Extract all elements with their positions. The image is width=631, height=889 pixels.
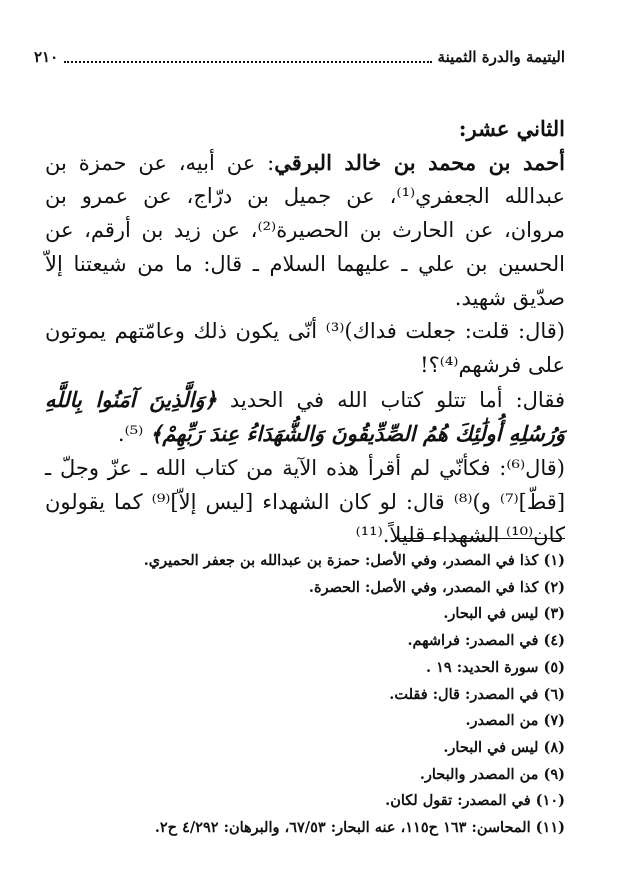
hadith-paragraph-2: (قال: قلت: جعلت فداك)⁽³⁾ أنّى يكون ذلك وعامّتهم يموتون على فرشهم⁽⁴⁾؟! <box>45 319 565 377</box>
running-head-leader-dots <box>64 51 431 63</box>
narrator-name: أحمد بن محمد بن خالد البرقي <box>274 149 565 175</box>
footnote: (٦) في المصدر: قال: فقلت. <box>389 685 565 703</box>
hadith-paragraph-4: (قال⁽⁶⁾: فكأنّي لم أقرأ هذه الآية من كتاب الله ـ عزّ وجلّ ـ [قطّ]⁽⁷⁾ و)⁽⁸⁾ قال: لو كان الشهداء [ليس إلاّ]⁽⁹⁾ كما يقولون كان⁽¹⁰⁾ الشهداء قليلاً.⁽¹¹⁾ <box>45 456 566 548</box>
verse-footnote-ref: ⁽⁵⁾. <box>117 422 151 447</box>
footnote: (١٠) في المصدر: تقول لكان. <box>385 792 565 810</box>
running-head <box>34 44 565 70</box>
page-number: ٢١٠ <box>34 48 59 66</box>
question-text: فقال: أما تتلو كتاب الله في الحديد <box>216 387 565 412</box>
footnote: (٢) كذا في المصدر، وفي الأصل: الحصرة. <box>308 578 565 596</box>
footnote: (٨) ليس في البحار. <box>443 738 565 756</box>
footnote: (٧) من المصدر. <box>465 712 565 730</box>
section-heading: الثاني عشر: <box>458 116 565 141</box>
main-text <box>45 112 565 553</box>
footnote: (٥) سورة الحديد: ١٩ . <box>425 658 565 676</box>
quran-verse: ﴿وَالَّذِينَ آمَنُوا بِاللَّهِ وَرُسُلِهِ أُولَٰئِكَ هُمُ الصِّدِّيقُونَ وَالشُّهَدَاءُ عِندَ رَبِّهِمْ﴾ <box>45 386 565 447</box>
footnote: (١١) المحاسن: ١٦٣ ح١١٥، عنه البحار: ٦٧/٥٣، والبرهان: ٤/٢٩٢ ح٢. <box>154 819 565 837</box>
hadith-paragraph-1 <box>45 146 565 316</box>
footnote: (٣) ليس في البحار. <box>443 605 565 623</box>
footnote: (٩) من المصدر والبحار. <box>419 765 565 783</box>
running-head-title: اليتيمة والدرة الثمينة <box>437 48 565 66</box>
isnad-and-text: : عن أبيه، عن حمزة بن عبدالله الجعفري⁽¹⁾، عن جميل بن درّاج، عن عمرو بن مروان، عن الحارث بن الحصيرة⁽²⁾، عن زيد بن أرقم، عن الحسين بن علي ـ عليهما السلام ـ قال: ما من شيعتنا إلاّ صدّيق شهيد. <box>45 150 566 310</box>
footnotes <box>45 548 565 842</box>
footnote: (١) كذا في المصدر، وفي الأصل: حمزة بن عبدالله بن جعفر الحميري. <box>143 552 565 569</box>
footnote-separator <box>395 538 565 539</box>
footnote: (٤) في المصدر: فراشهم. <box>407 632 565 650</box>
hadith-paragraph-3 <box>45 383 565 452</box>
